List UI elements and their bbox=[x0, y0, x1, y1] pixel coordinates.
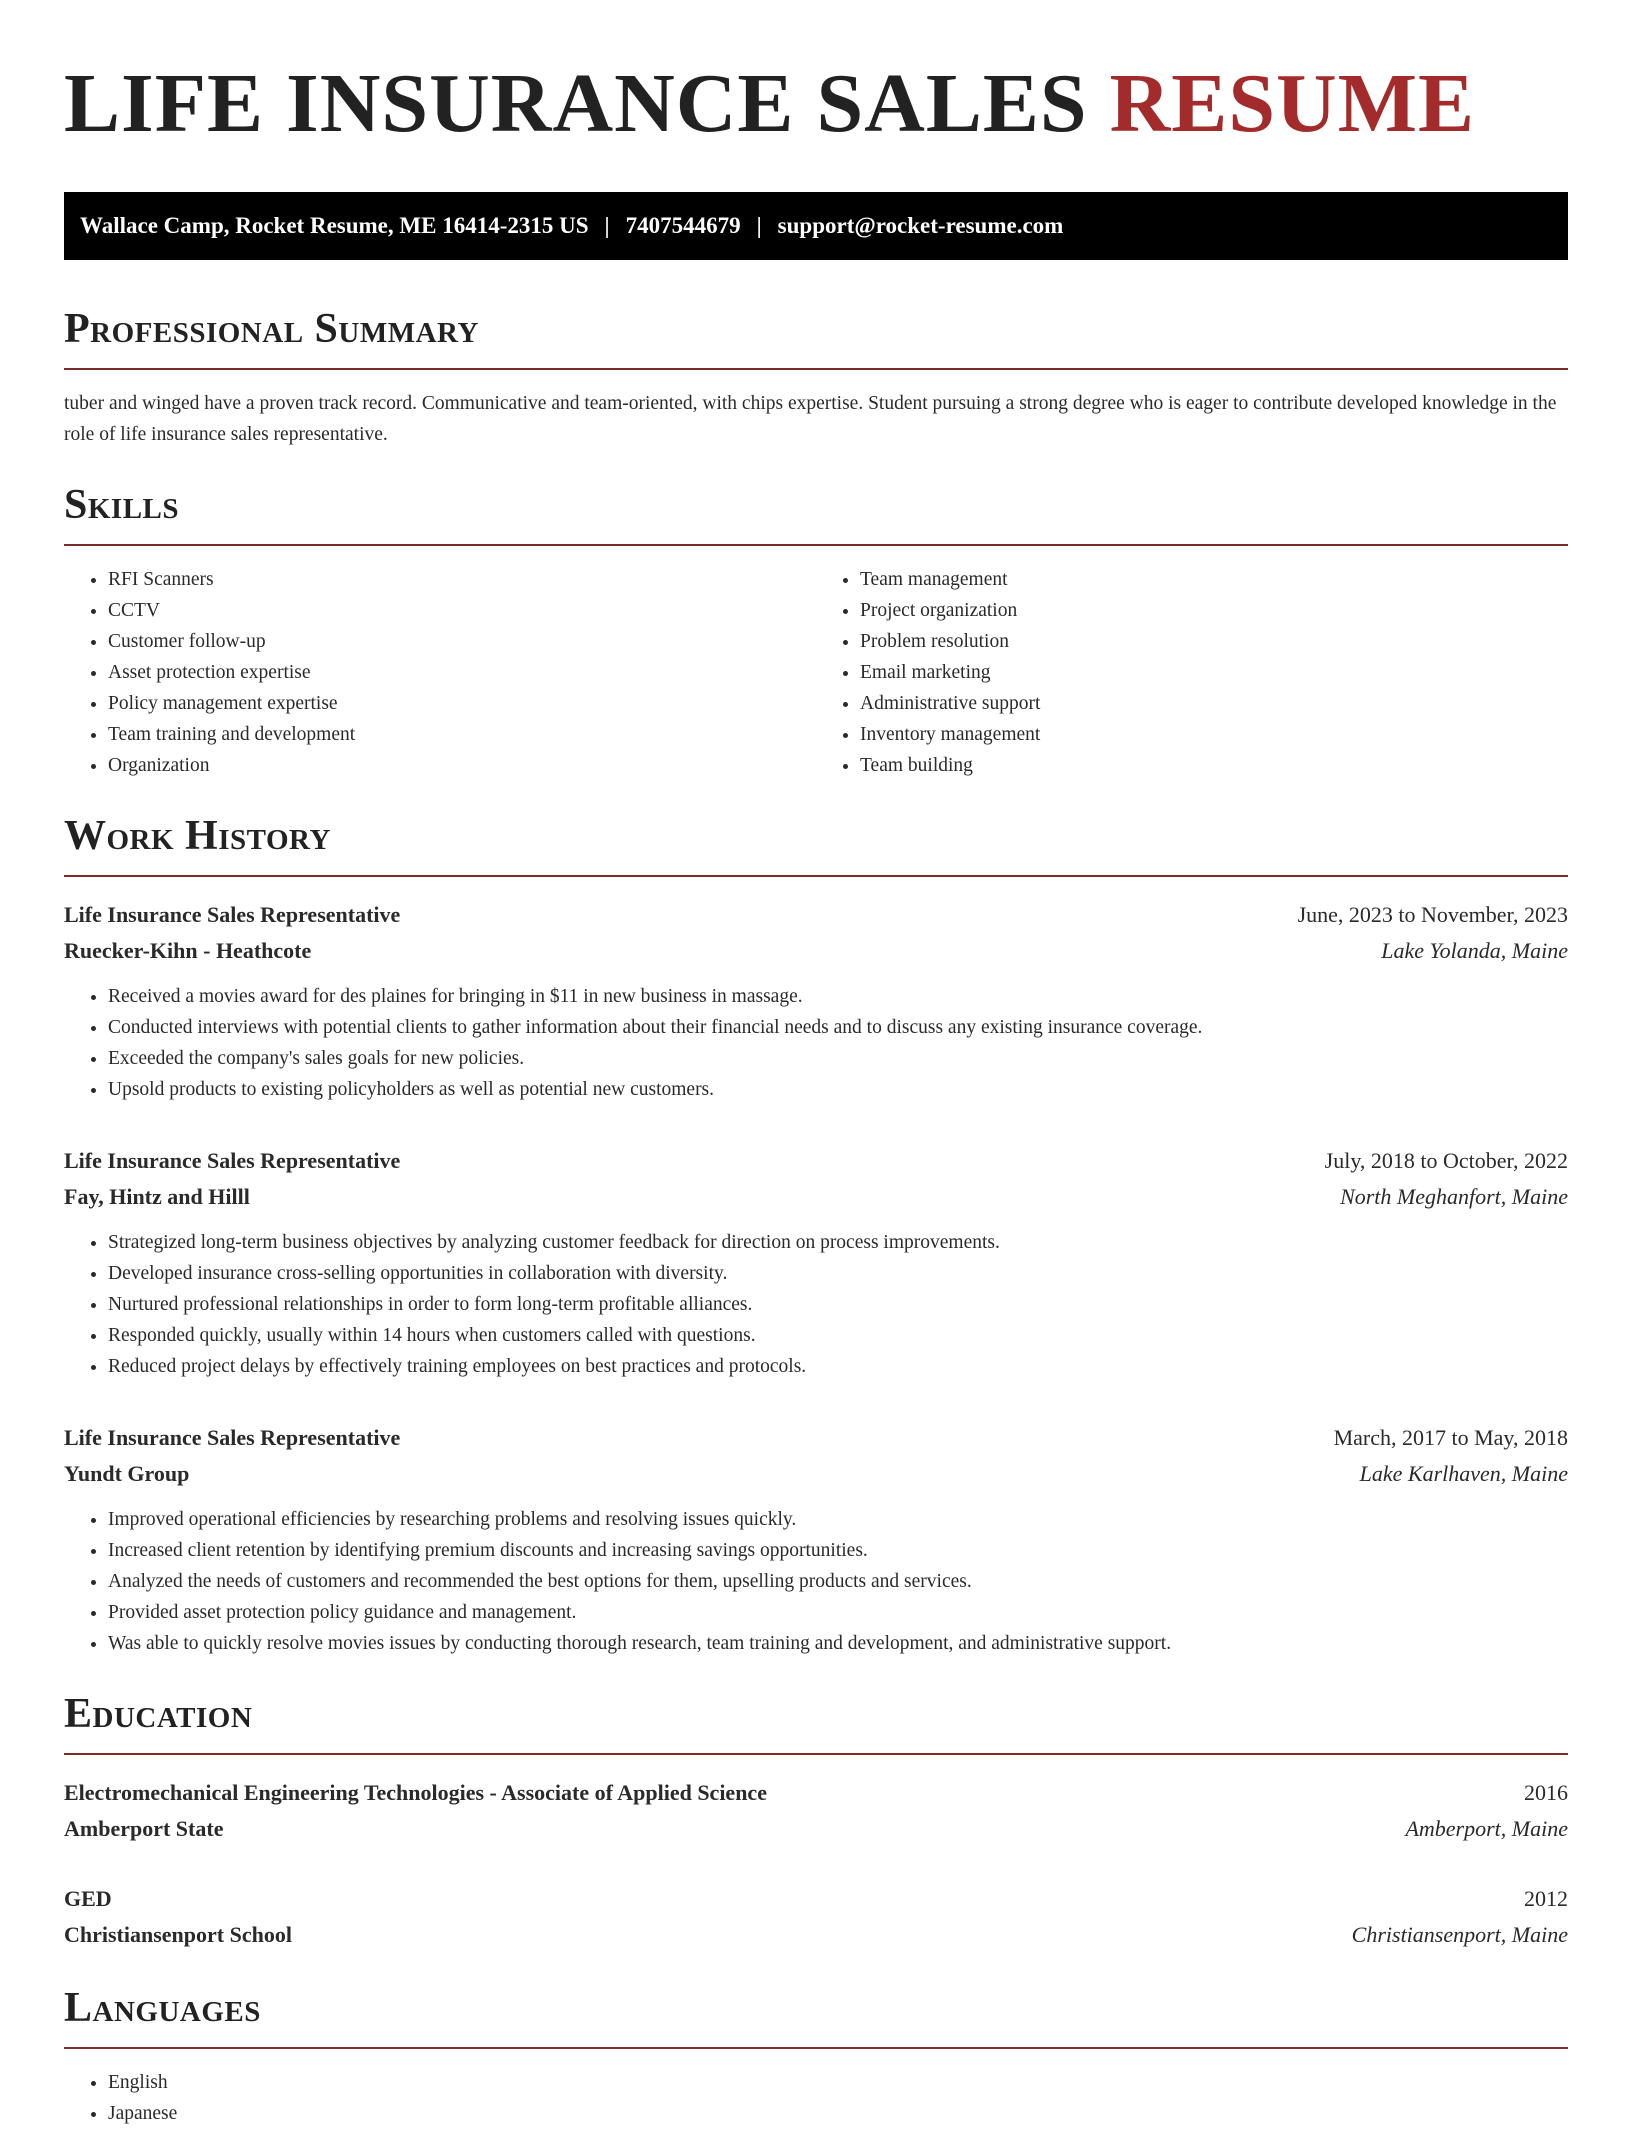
skills-list-left bbox=[64, 564, 816, 781]
work-history-section bbox=[64, 811, 1568, 1659]
education-section bbox=[64, 1689, 1568, 1953]
job-bullet: • Reduced project delays by effectively training employees on best practices and protocols. bbox=[108, 1351, 1568, 1382]
education-location: Amberport, Maine bbox=[1405, 1816, 1568, 1841]
skills-columns bbox=[64, 564, 1568, 781]
job-location: North Meghanfort, Maine bbox=[1340, 1184, 1568, 1209]
skill-item: • Team training and development bbox=[108, 719, 816, 750]
skills-list-right bbox=[816, 564, 1568, 781]
job-header bbox=[64, 897, 1568, 933]
job-bullet: • Provided asset protection policy guidance and management. bbox=[108, 1597, 1568, 1628]
section-divider bbox=[64, 368, 1568, 370]
contact-phone: 7407544679 bbox=[625, 213, 741, 238]
skill-item: • Inventory management bbox=[860, 719, 1568, 750]
contact-bar bbox=[64, 192, 1568, 260]
education-header bbox=[64, 1775, 1568, 1811]
contact-separator: | bbox=[756, 213, 762, 238]
education-year: 2016 bbox=[1524, 1780, 1568, 1805]
skill-item: • Project organization bbox=[860, 595, 1568, 626]
skill-item: • Problem resolution bbox=[860, 626, 1568, 657]
education-location: Christiansenport, Maine bbox=[1351, 1922, 1568, 1947]
skill-item: • Policy management expertise bbox=[108, 688, 816, 719]
job-dates: July, 2018 to October, 2022 bbox=[1324, 1148, 1568, 1173]
page-title bbox=[64, 57, 1568, 150]
education-entry bbox=[64, 1775, 1568, 1847]
languages-list bbox=[64, 2067, 1568, 2129]
section-divider bbox=[64, 875, 1568, 877]
job-company: Fay, Hintz and Hilll bbox=[64, 1184, 250, 1209]
job-bullet: • Improved operational efficiencies by researching problems and resolving issues quickly. bbox=[108, 1504, 1568, 1535]
job-entry bbox=[64, 1420, 1568, 1659]
job-dates: March, 2017 to May, 2018 bbox=[1333, 1425, 1568, 1450]
language-item: • English bbox=[108, 2067, 1568, 2098]
job-bullet: • Developed insurance cross-selling opportunities in collaboration with diversity. bbox=[108, 1258, 1568, 1289]
job-bullet: • Was able to quickly resolve movies issues by conducting thorough research, team training and development, and administrative support. bbox=[108, 1628, 1568, 1659]
job-header bbox=[64, 1420, 1568, 1456]
education-degree: GED bbox=[64, 1886, 112, 1911]
work-history-heading: Work History bbox=[64, 813, 331, 859]
job-location: Lake Yolanda, Maine bbox=[1381, 938, 1568, 963]
skill-item: • Organization bbox=[108, 750, 816, 781]
education-year: 2012 bbox=[1524, 1886, 1568, 1911]
job-title: Life Insurance Sales Representative bbox=[64, 1425, 401, 1450]
job-subheader bbox=[64, 1456, 1568, 1492]
job-location: Lake Karlhaven, Maine bbox=[1359, 1461, 1568, 1486]
education-entry bbox=[64, 1881, 1568, 1953]
job-bullets bbox=[64, 981, 1568, 1105]
skill-item: • Email marketing bbox=[860, 657, 1568, 688]
education-degree: Electromechanical Engineering Technologies - Associate of Applied Science bbox=[64, 1780, 767, 1805]
job-company: Ruecker-Kihn - Heathcote bbox=[64, 938, 312, 963]
contact-separator: | bbox=[604, 213, 610, 238]
job-bullet: • Increased client retention by identifying premium discounts and increasing savings opportunities. bbox=[108, 1535, 1568, 1566]
skills-section bbox=[64, 480, 1568, 781]
skill-item: • Asset protection expertise bbox=[108, 657, 816, 688]
job-bullet: • Responded quickly, usually within 14 hours when customers called with questions. bbox=[108, 1320, 1568, 1351]
skill-item: • RFI Scanners bbox=[108, 564, 816, 595]
job-bullet: • Strategized long-term business objectives by analyzing customer feedback for direction on process improvements. bbox=[108, 1227, 1568, 1258]
job-bullet: • Conducted interviews with potential clients to gather information about their financial needs and to discuss any existing insurance coverage. bbox=[108, 1012, 1568, 1043]
job-bullet: • Exceeded the company's sales goals for new policies. bbox=[108, 1043, 1568, 1074]
summary-heading: Professional Summary bbox=[64, 306, 479, 352]
language-item: • Japanese bbox=[108, 2098, 1568, 2129]
job-header bbox=[64, 1143, 1568, 1179]
job-bullets bbox=[64, 1227, 1568, 1382]
job-title: Life Insurance Sales Representative bbox=[64, 1148, 401, 1173]
job-bullet: • Nurtured professional relationships in order to form long-term profitable alliances. bbox=[108, 1289, 1568, 1320]
job-subheader bbox=[64, 1179, 1568, 1215]
section-divider bbox=[64, 2047, 1568, 2049]
skills-heading: Skills bbox=[64, 482, 180, 528]
skill-item: • Team building bbox=[860, 750, 1568, 781]
job-bullet: • Received a movies award for des plaines for bringing in $11 in new business in massage. bbox=[108, 981, 1568, 1012]
education-subheader bbox=[64, 1811, 1568, 1847]
education-school: Christiansenport School bbox=[64, 1922, 292, 1947]
job-bullet: • Analyzed the needs of customers and recommended the best options for them, upselling products and services. bbox=[108, 1566, 1568, 1597]
job-dates: June, 2023 to November, 2023 bbox=[1297, 902, 1568, 927]
education-header bbox=[64, 1881, 1568, 1917]
job-entry bbox=[64, 1143, 1568, 1382]
section-divider bbox=[64, 1753, 1568, 1755]
education-school: Amberport State bbox=[64, 1816, 224, 1841]
job-subheader bbox=[64, 933, 1568, 969]
languages-section bbox=[64, 1983, 1568, 2129]
section-divider bbox=[64, 544, 1568, 546]
job-bullet: • Upsold products to existing policyholders as well as potential new customers. bbox=[108, 1074, 1568, 1105]
title-main: LIFE INSURANCE SALES bbox=[64, 57, 1088, 150]
title-accent: RESUME bbox=[1109, 57, 1476, 150]
contact-email: support@rocket-resume.com bbox=[777, 213, 1064, 238]
job-title: Life Insurance Sales Representative bbox=[64, 902, 401, 927]
skill-item: • Customer follow-up bbox=[108, 626, 816, 657]
contact-address: Wallace Camp, Rocket Resume, ME 16414-2315 US bbox=[80, 213, 589, 238]
skill-item: • Team management bbox=[860, 564, 1568, 595]
education-subheader bbox=[64, 1917, 1568, 1953]
job-entry bbox=[64, 897, 1568, 1105]
skill-item: • Administrative support bbox=[860, 688, 1568, 719]
job-bullets bbox=[64, 1504, 1568, 1659]
education-heading: Education bbox=[64, 1691, 253, 1737]
languages-heading: Languages bbox=[64, 1985, 261, 2031]
summary-text: tuber and winged have a proven track record. Communicative and team-oriented, with chips expertise. Student pursuing a strong degree who is eager to contribute developed knowledge in the role of life insurance sales representative. bbox=[64, 393, 1557, 445]
summary-section bbox=[64, 304, 1568, 450]
skill-item: • CCTV bbox=[108, 595, 816, 626]
job-company: Yundt Group bbox=[64, 1461, 190, 1486]
